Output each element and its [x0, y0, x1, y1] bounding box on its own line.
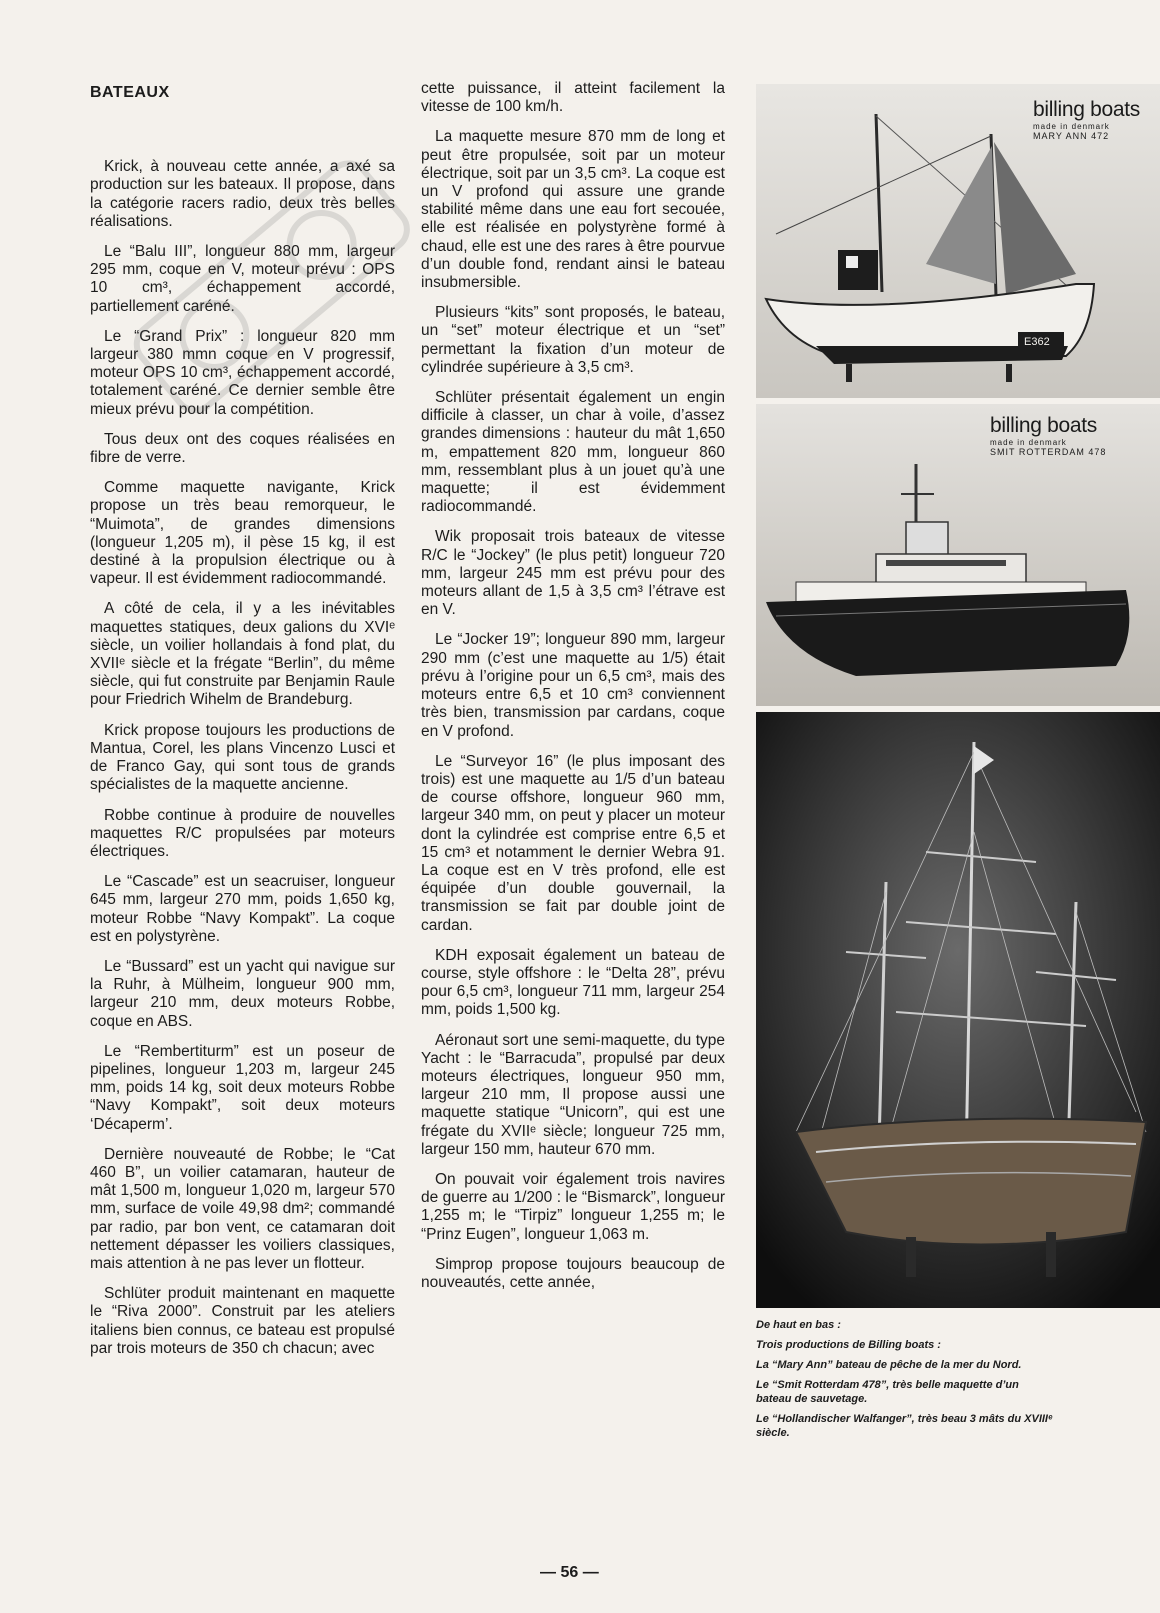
section-title: BATEAUX [90, 84, 170, 101]
paragraph: Robbe continue à produire de nouvelles maquettes R/C propulsées par moteurs électriques. [90, 806, 395, 860]
paragraph: On pouvait voir également trois navires de guerre au 1/200 : le “Bismarck”, longueur 1,255 m; le “Tirpiz” longueur 1,255 m; le “Prinz Eugen”, longueur 1,063 m. [421, 1170, 725, 1243]
paragraph: La maquette mesure 870 mm de long et peut être propulsée, soit par un moteur électrique, soit par un 3,5 cm³. La coque est un V profond qui assure une grande stabilité même dans une eau fort secouée, elle est réalisée en polystyrène formé à chaud, elle est une des rares à être pourvue d’un double fond, rendant ainsi le bateau insubmersible. [421, 128, 725, 292]
model-name: SMIT ROTTERDAM 478 [990, 447, 1107, 457]
caption-line: La “Mary Ann” bateau de pêche de la mer du Nord. [756, 1359, 1022, 1371]
paragraph: Le “Balu III”, longueur 880 mm, largeur 295 mm, coque en V, moteur prévu : OPS 10 cm³, échappement accordé, partiellement caréné. [90, 243, 395, 315]
paragraph: Aéronaut sort une semi-maquette, du type Yacht : le “Barracuda”, propulsé par deux moteurs électriques, longueur 950 mm, largeur 210 mm, Il propose aussi une maquette statique “Unicorn”, qui est une frégate du XVIIᵉ siècle; longueur 725 mm, largeur 150 mm, hauteur 670 mm. [421, 1031, 725, 1158]
paragraph: Schlüter présentait également un engin difficile à classer, un char à voile, d’assez grandes dimensions : hauteur du mât 1,650 m, empattement 820 mm, longueur 860 mm, ressemblant plus à un jouet qu’à une maquette; il est évidemment radiocommandé. [421, 389, 725, 516]
brand-label-top [1033, 98, 1140, 141]
paragraph: Le “Jocker 19”; longueur 890 mm, largeur 290 mm (c’est une maquette au 1/5) était prévu à l’origine pour un 6,5 cm³, mais des moteurs entre 6,5 et 10 cm³ conviennent très bien, transmission par cardans, coque en V profond. [421, 631, 725, 740]
brand-sub: made in denmark [990, 438, 1067, 447]
paragraph: Le “Surveyor 16” (le plus imposant des trois) est une maquette au 1/5 d’un bateau de course offshore, longueur 960 mm, largeur 340 mm, on peut y placer un moteur dont la cylindrée est comprise entre 6,5 et 15 cm³ et notamment le dernier Webra 91. La coque est en V très profond, elle est équipée d’un double gouvernail, la transmission se fait par double joint de cardan. [421, 752, 725, 934]
photo-smit-rotterdam [756, 404, 1160, 706]
paragraph: Schlüter produit maintenant en maquette le “Riva 2000”. Construit par les ateliers italiens bien connus, ce bateau est propulsé par trois moteurs de 350 ch chacun; avec [90, 1285, 395, 1357]
caption-line: Trois productions de Billing boats : [756, 1339, 941, 1351]
paragraph: Comme maquette navigante, Krick propose un très beau remorqueur, le “Muimota”, de grandes dimensions (longueur 1,205 m), il pèse 15 kg, il est destiné à la propulsion électrique ou à vapeur. Il est évidemment radiocommandé. [90, 479, 395, 588]
paragraph: Wik proposait trois bateaux de vitesse R/C le “Jockey” (le plus petit) longueur 720 mm, largeur 245 mm est prévu pour des moteurs allant de 1,5 à 3,5 cm³ l’étrave est en V. [421, 528, 725, 619]
paragraph: Plusieurs “kits” sont proposés, le bateau, un “set” moteur électrique et un “set” permettant la fixation d’un moteur de cylindrée supérieure à 3,5 cm³. [421, 304, 725, 376]
hull-number: E362 [1024, 336, 1050, 348]
photo-three-master [756, 712, 1160, 1308]
brand-label-middle [990, 414, 1140, 457]
boat-illustration-galleon [756, 712, 1160, 1308]
paragraph: Le “Bussard” est un yacht qui navigue sur la Ruhr, à Mülheim, longueur 900 mm, largeur 210 mm, deux moteurs Robbe, coque en ABS. [90, 957, 395, 1030]
paragraph: Dernière nouveauté de Robbe; le “Cat 460 B”, un voilier catamaran, hauteur de mât 1,500 m, longueur 1,020 m, largeur 570 mm, surface de voile 49,98 dm²; commandé par radio, par bon vent, ce catamaran doit nettement dépasser les voiliers classiques, mais attention à ne pas lever un flotteur. [90, 1145, 395, 1272]
brand-sub: made in denmark [1032, 122, 1110, 131]
paragraph: Le “Cascade” est un seacruiser, longueur 645 mm, largeur 270 mm, poids 1,650 kg, moteur Robbe “Navy Kompakt”. La coque est en polystyrène. [90, 873, 395, 945]
paragraph: cette puissance, il atteint facilement la vitesse de 100 km/h. [421, 80, 725, 116]
brand-name: billing boats [990, 414, 1098, 437]
model-name: MARY ANN 472 [1032, 131, 1110, 141]
caption-line: Le “Hollandischer Walfanger”, très beau 3 mâts du XVIIIᵉ siècle. [756, 1413, 1053, 1439]
brand-name: billing boats [1032, 98, 1140, 121]
caption-line: De haut en bas : [756, 1319, 841, 1331]
page-number: — 56 — [540, 1564, 599, 1581]
paragraph: KDH exposait également un bateau de course, style offshore : le “Delta 28”, prévu pour 6,5 cm³, longueur 711 mm, largeur 254 mm, poids 1,500 kg. [421, 946, 725, 1019]
paragraph: Le “Grand Prix” : longueur 820 mm largeur 380 mmn coque en V progressif, moteur OPS 10 cm³, échappement accordé, totalement caréné. Ce dernier semble être mieux prévu pour la compétition. [90, 327, 395, 418]
caption-line: Le “Smit Rotterdam 478”, très belle maquette d’un bateau de sauvetage. [756, 1379, 1019, 1405]
photo-mary-ann [756, 84, 1160, 398]
paragraph: Krick, à nouveau cette année, a axé sa production sur les bateaux. Il propose, dans la catégorie racers radio, deux très belles réalisations. [90, 158, 395, 230]
paragraph: A côté de cela, il y a les inévitables maquettes statiques, deux galions du XVIᵉ siècle, un voilier hollandais à fond plat, du XVIIᵉ siècle et la frégate “Berlin”, du même siècle, qui fut construite par Benjamin Raule pour Friedrich Wihelm de Brandeburg. [90, 600, 395, 709]
text-column-1 [90, 80, 395, 1370]
paragraph: Tous deux ont des coques réalisées en fibre de verre. [90, 430, 395, 467]
photo-caption [756, 1318, 1056, 1446]
paragraph: Simprop propose toujours beaucoup de nouveautés, cette année, [421, 1255, 725, 1291]
paragraph: Le “Rembertiturm” est un poseur de pipelines, longueur 1,203 m, largeur 245 mm, poids 14 kg, soit deux moteurs Robbe “Navy Kompakt”, soit deux moteurs ‘Décaperm’. [90, 1042, 395, 1133]
paragraph: Krick propose toujours les productions de Mantua, Corel, les plans Vincenzo Lusci et de Franco Gay, qui sont tous de grands spécialistes de la maquette ancienne. [90, 721, 395, 794]
text-column-2 [421, 80, 725, 1304]
